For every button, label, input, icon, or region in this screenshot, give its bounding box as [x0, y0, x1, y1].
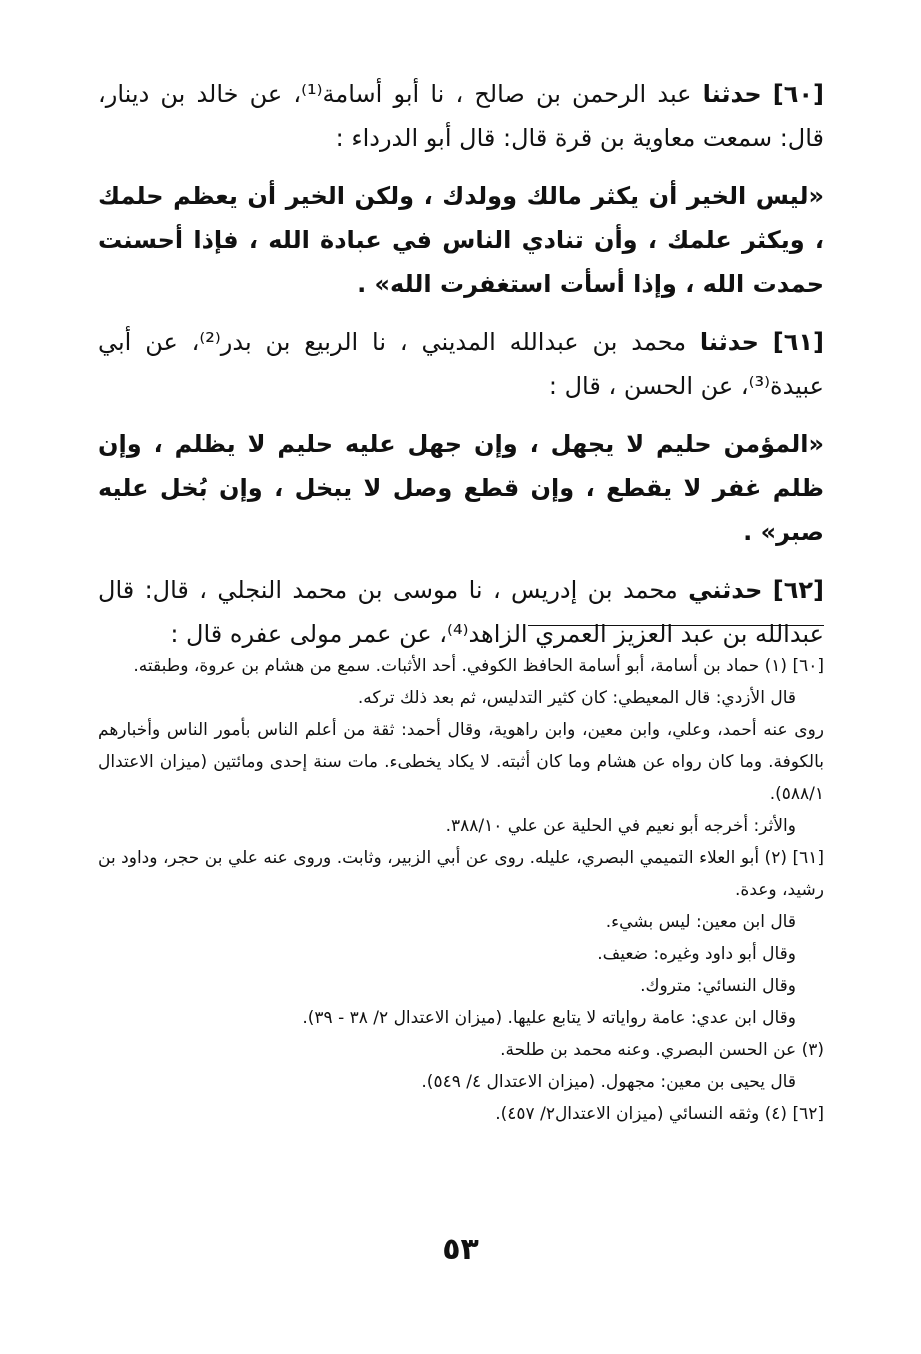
footnote-61-7: قال يحيى بن معين: مجهول. (ميزان الاعتدال ٤/ ٥٤٩). — [421, 1072, 796, 1092]
narration-lead: حدثنا — [702, 80, 762, 108]
narration-number: [٦١] — [772, 328, 824, 356]
paragraph-60 — [98, 72, 824, 160]
footnote-61-4: وقال النسائي: متروك. — [640, 976, 796, 996]
footnote-61-1: [٦١] (٢) أبو العلاء التميمي البصري، عليله. روى عن أبي الزبير، وثابت. وروى عنه علي بن حجر، وداود بن رشيد، وعدة. — [98, 848, 824, 900]
main-text — [98, 72, 824, 670]
footnote-60-2: قال الأزدي: قال المعيطي: كان كثير التدليس، ثم بعد ذلك تركه. — [357, 688, 796, 708]
quote-61: «المؤمن حليم لا يجهل ، وإن جهل عليه حليم لا يظلم ، وإن ظلم غفر لا يقطع ، وإن قطع وصل لا يبخل ، وإن بُخل عليه صبر» . — [98, 430, 824, 546]
footnote-61-6: (٣) عن الحسن البصري. وعنه محمد بن طلحة. — [500, 1040, 824, 1060]
narration-text: عبد الرحمن بن صالح ، نا أبو أسامة⁽¹⁾، عن خالد بن دينار، قال: سمعت معاوية بن قرة قال: قال أبو الدرداء : — [98, 80, 824, 152]
narration-number: [٦٢] — [772, 576, 824, 604]
narration-number: [٦٠] — [772, 80, 825, 108]
narration-lead: حدثنا — [699, 328, 759, 356]
narration-lead: حدثني — [688, 576, 763, 604]
narration-text: محمد بن إدريس ، نا موسى بن محمد النجلي ، قال: قال عبدالله بن عبد العزيز العمري الزاهد⁽⁴⁾، عن عمر مولى عفره قال : — [98, 576, 824, 648]
footnote-60-4: والأثر: أخرجه أبو نعيم في الحلية عن علي ٣٨٨/١٠. — [445, 816, 796, 836]
quote-60: «ليس الخير أن يكثر مالك وولدك ، ولكن الخير أن يعظم حلمك ، ويكثر علمك ، وأن تنادي الناس في عبادة الله ، فإذا أحسنت حمدت الله ، وإذا أسأت استغفرت الله» . — [98, 182, 824, 298]
footnote-61-3: وقال أبو داود وغيره: ضعيف. — [597, 944, 796, 964]
footnote-60-3: روى عنه أحمد، وعلي، وابن معين، وابن راهوية، وقال أحمد: ثقة من أعلم الناس بأمور الناس وأخبارهم بالكوفة. وما كان رواه عن هشام وما كان أثبته. لا يكاد يخطىء. مات سنة إحدى ومائتين (ميزان الاعتدال ٥٨٨/١). — [98, 720, 824, 804]
page-number: ٥٣ — [442, 1232, 479, 1267]
footnote-separator — [528, 625, 824, 626]
narration-text: محمد بن عبدالله المديني ، نا الربيع بن بدر⁽²⁾، عن أبي عبيدة⁽³⁾، عن الحسن ، قال : — [98, 328, 824, 400]
paragraph-61 — [98, 320, 824, 408]
footnote-60-1: [٦٠] (١) حماد بن أسامة، أبو أسامة الحافظ الكوفي. أحد الأثبات. سمع من هشام بن عروة، وطبقته. — [133, 656, 824, 676]
footnotes — [98, 650, 824, 1130]
paragraph-62 — [98, 568, 824, 656]
footnote-61-5: وقال ابن عدي: عامة رواياته لا يتابع عليها. (ميزان الاعتدال ٢/ ٣٨ - ٣٩). — [302, 1008, 796, 1028]
footnote-61-2: قال ابن معين: ليس بشيء. — [605, 912, 796, 932]
footnote-62-1: [٦٢] (٤) وثقه النسائي (ميزان الاعتدال٢/ ٤٥٧). — [495, 1104, 824, 1124]
